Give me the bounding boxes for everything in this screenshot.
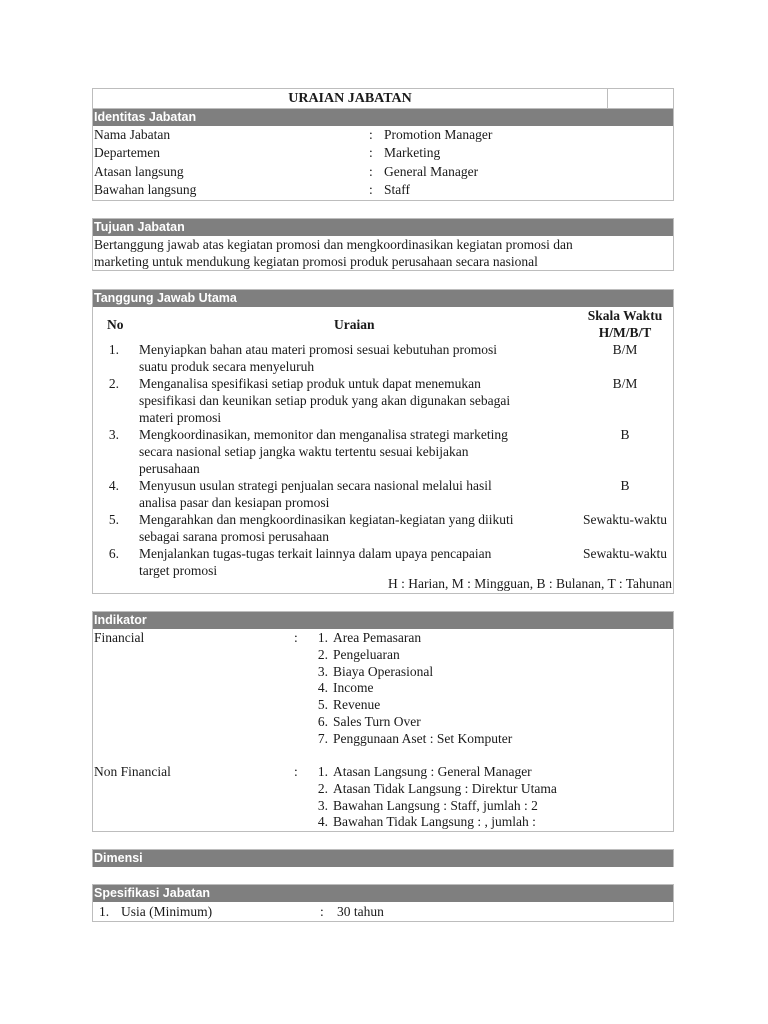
item-skala-waktu: B/M — [612, 376, 638, 391]
spesifikasi-separator: : — [320, 904, 324, 919]
financial-indicator-number: 7. — [317, 730, 328, 746]
nonfinancial-indicator-item: Bawahan Langsung : Staff, jumlah : 2 — [333, 797, 538, 813]
identitas-label: Nama Jabatan — [94, 127, 171, 142]
item-skala-waktu: B/M — [612, 342, 638, 357]
item-description — [139, 511, 569, 545]
financial-indicator-number: 5. — [317, 697, 328, 713]
nonfinancial-indicator-number: 1. — [317, 764, 328, 779]
tanggung-jawab-section — [92, 289, 674, 594]
item-description-line: perusahaan — [139, 461, 200, 476]
financial-indicator-number: 4. — [317, 680, 328, 696]
item-description — [139, 341, 569, 375]
identitas-label: Departemen — [94, 145, 160, 161]
indikator-section — [92, 611, 674, 832]
financial-indicator-item: Income — [333, 680, 374, 696]
item-number: 6. — [108, 546, 119, 561]
spesifikasi-value: 30 tahun — [337, 904, 384, 919]
item-description-line: materi promosi — [139, 410, 222, 425]
item-skala-waktu: B — [620, 478, 630, 493]
item-number: 4. — [108, 478, 119, 493]
item-description-line: analisa pasar dan kesiapan promosi — [139, 495, 330, 510]
identitas-rows — [93, 126, 673, 200]
item-description-line: secara nasional setiap jangka waktu tertentu sesuai kebijakan — [139, 444, 469, 459]
spesifikasi-rows — [93, 902, 673, 921]
column-header-no: No — [107, 317, 124, 332]
spesifikasi-row — [93, 902, 673, 921]
identitas-value: General Manager — [384, 163, 479, 179]
indikator-header: Indikator — [93, 612, 673, 629]
financial-indicator-item: Area Pemasaran — [333, 630, 422, 645]
item-skala-waktu: Sewaktu-waktu — [583, 546, 667, 561]
identitas-value: Promotion Manager — [384, 127, 493, 142]
item-description — [139, 545, 569, 579]
identitas-header: Identitas Jabatan — [93, 109, 673, 126]
nonfinancial-label: Non Financial — [94, 764, 171, 779]
column-header-skala-code: H/M/B/T — [598, 325, 652, 340]
item-number: 3. — [108, 427, 119, 442]
dimensi-section — [92, 849, 674, 867]
spesifikasi-label: Usia (Minimum) — [121, 904, 213, 919]
tujuan-section — [92, 218, 674, 271]
nonfinancial-indicator-number: 4. — [317, 814, 328, 830]
financial-indicator-number: 3. — [317, 663, 328, 679]
item-number: 5. — [108, 512, 119, 527]
financial-label: Financial — [94, 630, 145, 645]
identitas-row — [93, 126, 673, 144]
item-description-line: Menjalankan tugas-tugas terkait lainnya dalam upaya pencapaian — [139, 546, 492, 561]
item-description-line: sebagai sarana promosi perusahaan — [139, 529, 330, 544]
item-description-line: Mengkoordinasikan, memonitor dan menganalisa strategi marketing — [139, 427, 508, 442]
page-title: URAIAN JABATAN — [288, 91, 412, 106]
item-description-line: Menyiapkan bahan atau materi promosi sesuai kebutuhan promosi — [139, 342, 498, 357]
identitas-separator: : — [369, 182, 373, 198]
financial-indicator-item: Revenue — [333, 697, 381, 713]
indikator-body — [93, 629, 673, 831]
item-number: 2. — [108, 376, 119, 391]
title-divider — [607, 89, 608, 108]
financial-indicator-number: 6. — [317, 714, 328, 729]
identitas-value: Staff — [384, 182, 410, 198]
item-description-line: spesifikasi dan keunikan setiap produk yang akan digunakan sebagai — [139, 393, 511, 408]
item-description — [139, 426, 569, 477]
item-description — [139, 375, 569, 426]
item-description-line: target promosi — [139, 563, 218, 578]
tujuan-header: Tujuan Jabatan — [93, 219, 673, 236]
financial-indicator-item: Penggunaan Aset : Set Komputer — [333, 730, 513, 746]
identitas-section — [92, 108, 674, 201]
item-description-line: suatu produk secara menyeluruh — [139, 359, 315, 374]
spesifikasi-header: Spesifikasi Jabatan — [93, 885, 673, 902]
item-skala-waktu: B — [620, 427, 630, 442]
financial-separator: : — [294, 630, 298, 645]
identitas-label: Bawahan langsung — [94, 182, 197, 198]
nonfinancial-indicator-item: Bawahan Tidak Langsung : , jumlah : — [333, 814, 536, 830]
column-header-uraian: Uraian — [334, 317, 375, 332]
identitas-row — [93, 181, 673, 199]
spesifikasi-section — [92, 884, 674, 922]
nonfinancial-indicator-item: Atasan Langsung : General Manager — [333, 764, 532, 779]
identitas-separator: : — [369, 145, 373, 161]
skala-legend: H : Harian, M : Mingguan, B : Bulanan, T : Tahunan — [387, 576, 672, 591]
nonfinancial-indicator-item: Atasan Tidak Langsung : Direktur Utama — [333, 780, 557, 796]
item-description-line: Menyusun usulan strategi penjualan secara nasional melalui hasil — [139, 478, 492, 493]
identitas-row — [93, 163, 673, 181]
item-description-line: Mengarahkan dan mengkoordinasikan kegiatan-kegiatan yang diikuti — [139, 512, 514, 527]
financial-indicator-item: Sales Turn Over — [333, 714, 421, 729]
identitas-row — [93, 144, 673, 162]
tujuan-text-line-2: marketing untuk mendukung kegiatan promosi produk perusahaan secara nasional — [94, 254, 538, 269]
item-description-line: Menganalisa spesifikasi setiap produk untuk dapat menemukan — [139, 376, 481, 391]
title-box — [92, 88, 674, 109]
item-skala-waktu: Sewaktu-waktu — [583, 512, 667, 527]
financial-indicator-item: Biaya Operasional — [333, 663, 434, 679]
financial-indicator-item: Pengeluaran — [333, 646, 400, 662]
tanggung-jawab-header: Tanggung Jawab Utama — [93, 290, 673, 307]
identitas-label: Atasan langsung — [94, 163, 184, 179]
financial-indicator-number: 2. — [317, 646, 328, 662]
nonfinancial-indicator-number: 2. — [317, 780, 328, 796]
item-number: 1. — [108, 342, 119, 357]
tanggung-jawab-table — [93, 307, 673, 593]
identitas-separator: : — [369, 163, 373, 179]
nonfinancial-separator: : — [294, 764, 298, 779]
column-header-skala-waktu: Skala Waktu — [587, 308, 663, 323]
nonfinancial-indicator-number: 3. — [317, 797, 328, 813]
financial-indicator-number: 1. — [317, 630, 328, 645]
identitas-value: Marketing — [384, 145, 441, 161]
tujuan-text-line-1: Bertanggung jawab atas kegiatan promosi dan mengkoordinasikan kegiatan promosi dan — [94, 237, 573, 252]
item-description — [139, 477, 569, 511]
spesifikasi-number: 1. — [99, 904, 110, 919]
dimensi-header: Dimensi — [93, 850, 673, 867]
identitas-separator: : — [369, 127, 373, 142]
